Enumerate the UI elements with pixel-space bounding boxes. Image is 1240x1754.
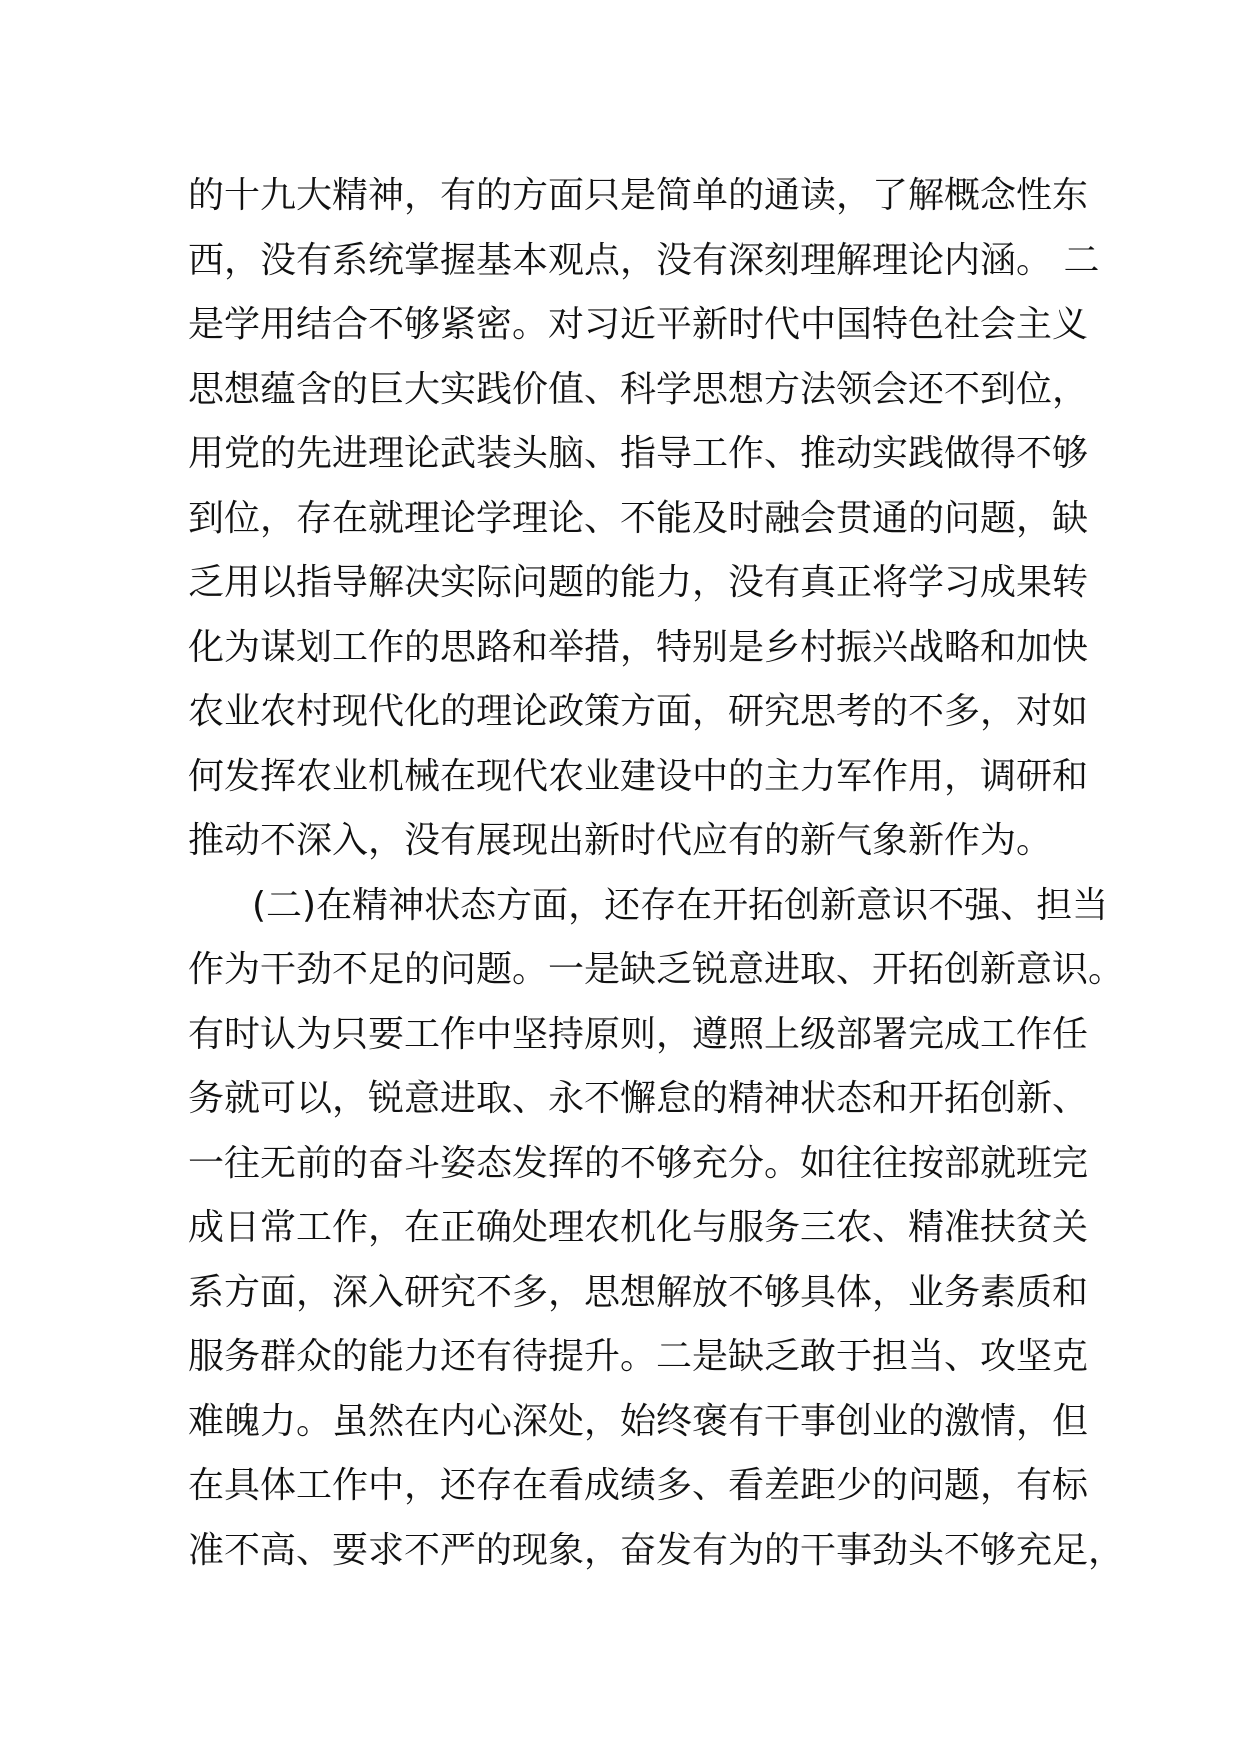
text-line: 准不高、要求不严的现象，奋发有为的干事劲头不够充足， <box>188 1529 1125 1571</box>
text-line: 成日常工作，在正确处理农机化与服务三农、精准扶贫关 <box>188 1207 1089 1248</box>
text-line: 思想蕴含的巨大实践价值、科学思想方法领会还不到位， <box>188 368 1089 410</box>
text-line: 化为谋划工作的思路和举措，特别是乡村振兴战略和加快 <box>188 626 1089 668</box>
text-line: 在具体工作中，还存在看成绩多、看差距少的问题，有标 <box>188 1465 1089 1506</box>
section-heading-line: (二)在精神状态方面，还存在开拓创新意识不强、担当 <box>252 884 1109 926</box>
text-line: 何发挥农业机械在现代农业建设中的主力军作用，调研和 <box>188 755 1089 797</box>
text-line: 用党的先进理论武装头脑、指导工作、推动实践做得不够 <box>188 433 1089 474</box>
text-line: 是学用结合不够紧密。对习近平新时代中国特色社会主义 <box>188 304 1089 345</box>
text-line: 西，没有系统掌握基本观点，没有深刻理解理论内涵。 二 <box>188 239 1100 281</box>
text-line: 系方面，深入研究不多，思想解放不够具体，业务素质和 <box>188 1271 1089 1313</box>
text-line: 到位，存在就理论学理论、不能及时融会贯通的问题，缺 <box>188 497 1089 539</box>
text-line: 推动不深入，没有展现出新时代应有的新气象新作为。 <box>188 820 1053 861</box>
text-line: 的十九大精神，有的方面只是简单的通读，了解概念性东 <box>188 175 1089 216</box>
body-text <box>188 164 1125 1583</box>
text-line: 一往无前的奋斗姿态发挥的不够充分。如往往按部就班完 <box>188 1142 1089 1184</box>
text-line: 农业农村现代化的理论政策方面，研究思考的不多，对如 <box>188 691 1089 732</box>
text-line: 难魄力。虽然在内心深处，始终褒有干事创业的激情，但 <box>188 1400 1089 1442</box>
text-line: 乏用以指导解决实际问题的能力，没有真正将学习成果转 <box>188 562 1089 603</box>
text-line: 务就可以，锐意进取、永不懈怠的精神状态和开拓创新、 <box>188 1078 1089 1119</box>
text-line: 有时认为只要工作中坚持原则，遵照上级部署完成工作任 <box>188 1013 1089 1055</box>
text-line: 作为干劲不足的问题。一是缺乏锐意进取、开拓创新意识。 <box>188 949 1125 990</box>
text-line: 服务群众的能力还有待提升。二是缺乏敢于担当、攻坚克 <box>188 1336 1089 1377</box>
